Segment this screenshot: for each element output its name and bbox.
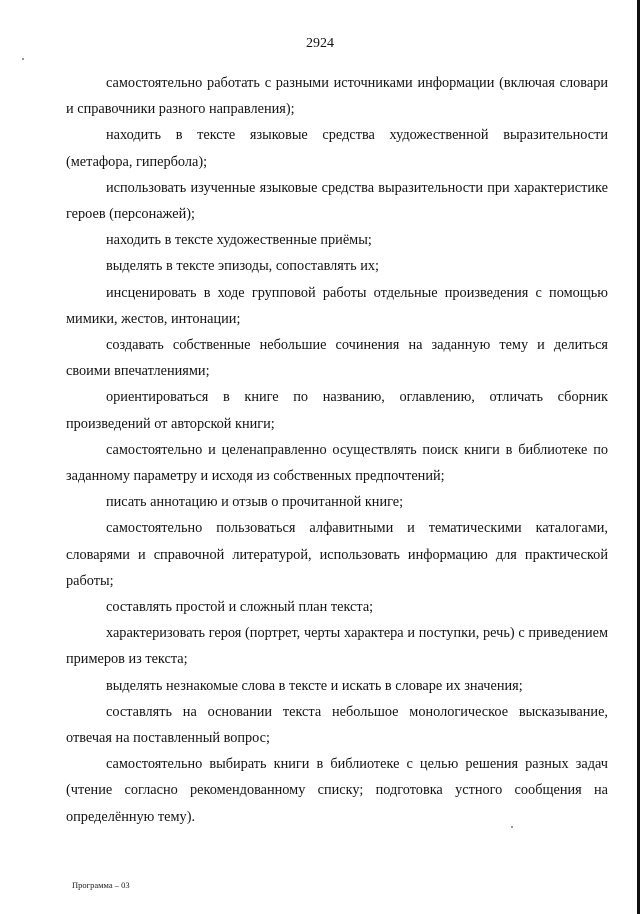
document-body: [66, 70, 608, 830]
list-item: характеризовать героя (портрет, черты характера и поступки, речь) с приведением примеров из текста;: [66, 625, 608, 668]
page-footer: Программа – 03: [72, 880, 130, 890]
list-item: создавать собственные небольшие сочинения на заданную тему и делиться своими впечатлениями;: [66, 337, 608, 380]
scan-speck: [22, 58, 24, 60]
list-item: самостоятельно выбирать книги в библиотеке с целью решения разных задач (чтение согласно рекомендованному списку; подготовка устного сообщения на определённую тему).: [66, 756, 608, 825]
scan-speck: [511, 826, 513, 828]
list-item: инсценировать в ходе групповой работы отдельные произведения с помощью мимики, жестов, интонации;: [66, 284, 608, 327]
page-number: 2924: [306, 36, 334, 51]
list-item: использовать изученные языковые средства выразительности при характеристике героев (персонажей);: [66, 179, 608, 223]
list-item: писать аннотацию и отзыв о прочитанной книге;: [106, 494, 404, 511]
list-item: находить в тексте языковые средства художественной выразительности (метафора, гипербола);: [66, 127, 608, 170]
list-item: самостоятельно и целенаправленно осуществлять поиск книги в библиотеке по заданному параметру и исходя из собственных предпочтений;: [66, 441, 608, 485]
list-item: самостоятельно работать с разными источниками информации (включая словари и справочники разного направления);: [66, 75, 608, 118]
list-item: выделять в тексте эпизоды, сопоставлять их;: [106, 258, 379, 275]
list-item: составлять на основании текста небольшое монологическое высказывание, отвечая на поставленный вопрос;: [66, 703, 608, 747]
list-item: находить в тексте художественные приёмы;: [106, 232, 372, 249]
list-item: составлять простой и сложный план текста;: [106, 599, 374, 616]
list-item: выделять незнакомые слова в тексте и искать в словаре их значения;: [106, 677, 523, 694]
list-item: ориентироваться в книге по названию, оглавлению, отличать сборник произведений от авторской книги;: [66, 389, 608, 432]
list-item: самостоятельно пользоваться алфавитными и тематическими каталогами, словарями и справочной литературой, использовать информацию для практической работы;: [66, 520, 608, 589]
